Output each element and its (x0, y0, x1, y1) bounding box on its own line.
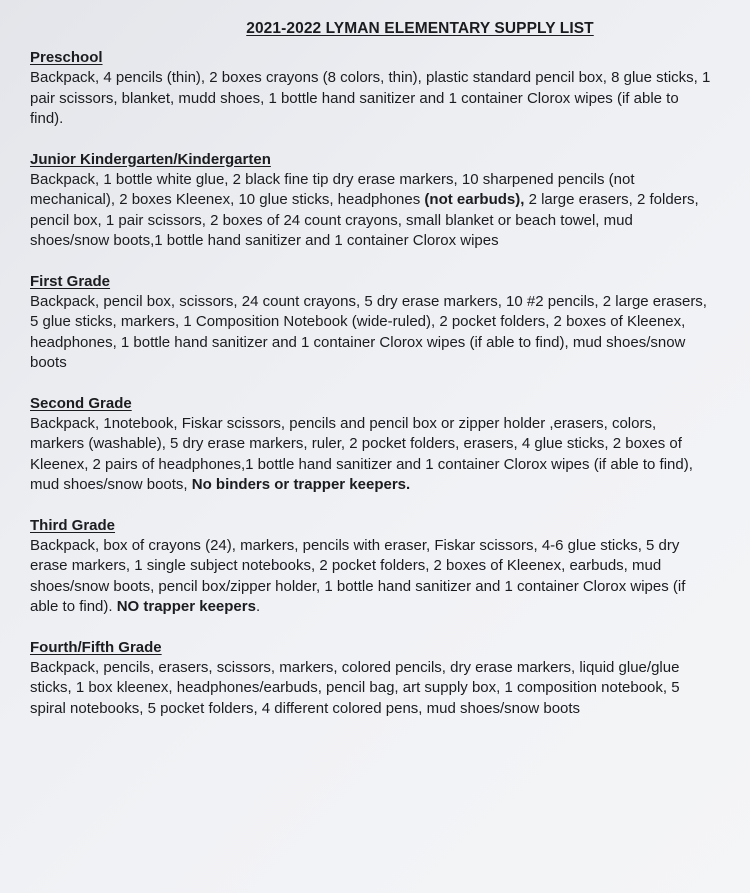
section-body (30, 170, 720, 252)
section-junior-kindergarten (30, 150, 720, 252)
section-body: Backpack, pencils, erasers, scissors, markers, colored pencils, dry erase markers, liquid glue/glue sticks, 1 box kleenex, headphones/earbuds, pencil bag, art supply box, 1 composition notebook, 5 spiral notebooks, 5 pocket folders, 4 different colored pens, mud shoes/snow boots (30, 658, 680, 717)
section-body: Backpack, pencil box, scissors, 24 count crayons, 5 dry erase markers, 10 #2 pencils, 2 large erasers, 5 glue sticks, markers, 1 Composition Notebook (wide-ruled), 2 pocket folders, 2 boxes of Kleenex, headphones, 1 bottle hand sanitizer and 1 container Clorox wipes (if able to find), mud shoes/snow boots (30, 292, 707, 371)
body-text: 2 large erasers, 2 folders, pencil box, 1 pair scissors, 2 boxes of 24 count crayons, small blanket or beach towel, mud shoes/snow boots,1 bottle hand sanitizer and 1 container Clorox wipes (30, 191, 699, 249)
document-title: 2021-2022 LYMAN ELEMENTARY SUPPLY LIST (246, 20, 594, 37)
section-first-grade (30, 272, 720, 374)
section-body (30, 414, 720, 496)
body-text: Backpack, 1notebook, Fiskar scissors, pencils and pencil box or zipper holder ,erasers, colors, markers (washable), 5 dry erase markers, ruler, 2 pocket folders, erasers, 4 glue sticks, 2 boxes of Kleenex, 2 pairs of headphones,1 bottle hand sanitizer and 1 container Clorox wipes (if able to find), mud shoes/snow boots, (30, 414, 693, 493)
section-heading: Fourth/Fifth Grade (30, 638, 162, 656)
section-body (30, 536, 720, 618)
body-text: Backpack, box of crayons (24), markers, pencils with eraser, Fiskar scissors, 4-6 glue sticks, 5 dry erase markers, 1 single subject notebooks, 2 pocket folders, 2 boxes of Kleenex, earbuds, mud shoes/snow boots, pencil box/zipper holder, 1 bottle hand sanitizer and 1 container Clorox wipes (if able to find). (30, 536, 686, 615)
section-heading: Third Grade (30, 516, 116, 534)
body-text: . (255, 598, 261, 615)
section-heading: Junior Kindergarten/Kindergarten (30, 150, 271, 168)
section-third-grade (30, 516, 720, 618)
emphasis-text: (not earbuds), (424, 191, 525, 208)
section-heading: First Grade (30, 272, 111, 290)
section-fourth-fifth-grade (30, 638, 720, 720)
section-preschool (30, 48, 720, 130)
section-heading: Second Grade (30, 394, 132, 412)
section-heading: Preschool (30, 49, 103, 66)
section-body: Backpack, 4 pencils (thin), 2 boxes crayons (8 colors, thin), plastic standard pencil box, 8 glue sticks, 1 pair scissors, blanket, mudd shoes, 1 bottle hand sanitizer and 1 container Clorox wipes (if able to find). (30, 69, 711, 127)
emphasis-text: No binders or trapper keepers. (191, 476, 411, 493)
body-text: Backpack, 1 bottle white glue, 2 black fine tip dry erase markers, 10 sharpened pencils (not mechanical), 2 boxes Kleenex, 10 glue sticks, headphones (30, 170, 635, 208)
section-second-grade (30, 394, 720, 496)
emphasis-text: NO trapper keepers (116, 598, 256, 615)
